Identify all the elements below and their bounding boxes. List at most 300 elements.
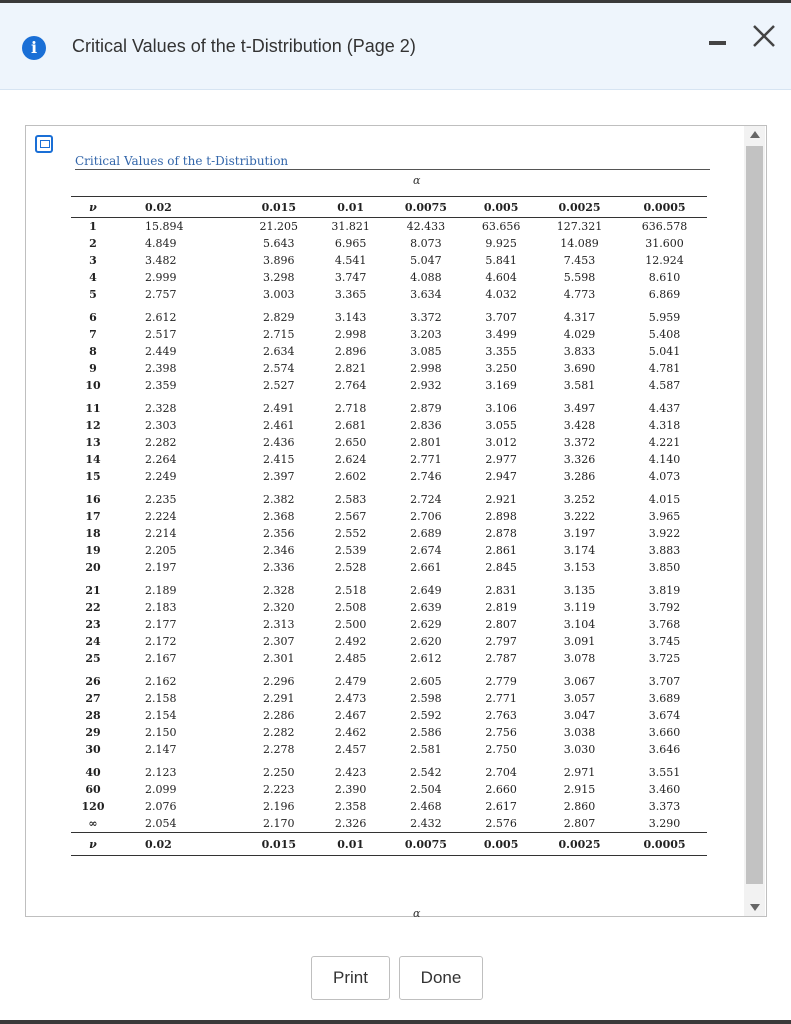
critical-value-cell: 3.499 <box>485 328 517 341</box>
critical-value-cell: 4.318 <box>648 419 681 432</box>
critical-value-cell: 2.629 <box>410 618 442 631</box>
critical-value-cell: 3.119 <box>563 601 596 614</box>
critical-value-cell: 2.807 <box>485 618 517 631</box>
critical-value-cell: 2.921 <box>485 493 517 506</box>
critical-value-cell: 2.771 <box>485 692 517 705</box>
critical-value-cell: 42.433 <box>406 220 446 233</box>
df-cell: 10 <box>85 379 101 392</box>
critical-value-cell: 2.639 <box>410 601 442 614</box>
critical-value-cell: 2.624 <box>334 453 367 466</box>
critical-value-cell: 2.896 <box>334 345 367 358</box>
critical-value-cell: 31.600 <box>645 237 684 250</box>
critical-value-cell: 2.449 <box>145 345 177 358</box>
df-cell: 40 <box>85 766 101 779</box>
alpha-level-footer: 0.015 <box>243 833 315 856</box>
critical-value-cell: 4.073 <box>648 470 681 483</box>
alpha-level-header: 0.02 <box>115 197 243 218</box>
critical-value-cell: 3.707 <box>648 675 681 688</box>
critical-value-cell: 2.303 <box>145 419 177 432</box>
critical-value-cell: 2.485 <box>334 652 367 665</box>
df-cell: 4 <box>89 271 97 284</box>
df-header: ν <box>71 197 115 218</box>
critical-value-cell: 2.368 <box>263 510 295 523</box>
critical-value-cell: 2.250 <box>263 766 295 779</box>
critical-value-cell: 2.750 <box>485 743 517 756</box>
critical-value-cell: 3.747 <box>334 271 367 284</box>
critical-value-cell: 2.612 <box>145 311 177 324</box>
critical-value-cell: 2.313 <box>263 618 295 631</box>
critical-value-cell: 2.172 <box>145 635 177 648</box>
critical-value-cell: 2.328 <box>263 584 295 597</box>
critical-value-cell: 3.153 <box>563 561 596 574</box>
critical-value-cell: 5.841 <box>485 254 517 267</box>
critical-value-cell: 8.073 <box>410 237 442 250</box>
critical-value-cell: 2.358 <box>334 800 367 813</box>
table-row <box>71 616 707 633</box>
critical-value-cell: 2.649 <box>410 584 442 597</box>
critical-value-cell: 3.055 <box>485 419 517 432</box>
critical-value-cell: 3.012 <box>485 436 517 449</box>
critical-value-cell: 2.518 <box>334 584 367 597</box>
alpha-level-header: 0.0005 <box>622 197 707 218</box>
critical-value-cell: 2.479 <box>334 675 367 688</box>
critical-value-cell: 3.660 <box>648 726 681 739</box>
critical-value-cell: 2.998 <box>410 362 442 375</box>
critical-value-cell: 6.869 <box>648 288 681 301</box>
critical-value-cell: 3.428 <box>563 419 596 432</box>
critical-value-cell: 2.878 <box>485 527 517 540</box>
critical-value-cell: 2.462 <box>334 726 367 739</box>
critical-value-cell: 2.282 <box>263 726 295 739</box>
critical-value-cell: 3.057 <box>563 692 596 705</box>
table-row <box>71 252 707 269</box>
critical-value-cell: 2.617 <box>485 800 517 813</box>
critical-value-cell: 2.076 <box>145 800 177 813</box>
critical-value-cell: 12.924 <box>645 254 684 267</box>
critical-value-cell: 2.746 <box>410 470 442 483</box>
table-row <box>71 599 707 616</box>
df-cell: 16 <box>85 493 101 506</box>
table-row <box>71 417 707 434</box>
critical-value-cell: 2.634 <box>263 345 295 358</box>
df-cell: 2 <box>89 237 97 250</box>
alpha-level-header: 0.005 <box>465 197 537 218</box>
critical-value-cell: 5.041 <box>648 345 681 358</box>
critical-value-cell: 2.831 <box>485 584 517 597</box>
critical-value-cell: 5.408 <box>648 328 681 341</box>
critical-value-cell: 2.214 <box>145 527 177 540</box>
critical-value-cell: 3.365 <box>334 288 367 301</box>
critical-value-cell: 2.183 <box>145 601 177 614</box>
alpha-level-header: 0.0075 <box>387 197 466 218</box>
critical-value-cell: 2.457 <box>334 743 367 756</box>
df-footer: ν <box>71 833 115 856</box>
critical-value-cell: 2.763 <box>485 709 517 722</box>
df-cell: 29 <box>85 726 101 739</box>
table-row <box>71 218 707 236</box>
critical-value-cell: 2.177 <box>145 618 177 631</box>
critical-value-cell: 3.372 <box>563 436 596 449</box>
critical-value-cell: 3.135 <box>563 584 596 597</box>
critical-value-cell: 4.437 <box>648 402 681 415</box>
critical-value-cell: 2.301 <box>263 652 295 665</box>
critical-value-cell: 3.690 <box>563 362 596 375</box>
df-cell: 24 <box>85 635 101 648</box>
df-cell: 13 <box>85 436 101 449</box>
scrollbar[interactable] <box>744 126 765 916</box>
table-row <box>71 468 707 485</box>
critical-value-cell: 2.527 <box>263 379 295 392</box>
df-cell: 19 <box>85 544 101 557</box>
critical-value-cell: 2.574 <box>263 362 295 375</box>
critical-value-cell: 2.296 <box>263 675 295 688</box>
critical-value-cell: 2.612 <box>410 652 442 665</box>
critical-value-cell: 2.189 <box>145 584 177 597</box>
table-row <box>71 235 707 252</box>
critical-value-cell: 2.660 <box>485 783 517 796</box>
close-button[interactable] <box>749 21 779 51</box>
critical-value-cell: 4.781 <box>648 362 681 375</box>
critical-value-cell: 2.491 <box>263 402 295 415</box>
critical-value-cell: 3.286 <box>563 470 596 483</box>
critical-value-cell: 31.821 <box>331 220 370 233</box>
critical-value-cell: 5.598 <box>563 271 596 284</box>
critical-value-cell: 636.578 <box>641 220 688 233</box>
critical-value-cell: 2.539 <box>334 544 367 557</box>
critical-value-cell: 2.326 <box>334 817 367 830</box>
table-row <box>71 798 707 815</box>
df-cell: 20 <box>85 561 101 574</box>
df-cell: 60 <box>85 783 101 796</box>
critical-value-cell: 3.497 <box>563 402 596 415</box>
critical-value-cell: 3.850 <box>648 561 681 574</box>
table-header-row <box>71 197 707 218</box>
critical-value-cell: 14.089 <box>560 237 599 250</box>
critical-value-cell: 2.307 <box>263 635 295 648</box>
df-cell: 1 <box>89 220 97 233</box>
table-row <box>71 707 707 724</box>
table-row <box>71 815 707 833</box>
critical-value-cell: 2.605 <box>410 675 442 688</box>
critical-value-cell: 2.999 <box>145 271 177 284</box>
critical-value-cell: 3.551 <box>648 766 681 779</box>
critical-value-cell: 2.468 <box>410 800 442 813</box>
critical-value-cell: 4.015 <box>648 493 681 506</box>
critical-value-cell: 3.745 <box>648 635 681 648</box>
critical-value-cell: 2.836 <box>410 419 442 432</box>
critical-value-cell: 2.492 <box>334 635 367 648</box>
critical-value-cell: 3.091 <box>563 635 596 648</box>
minimize-icon <box>709 41 726 45</box>
expand-icon[interactable] <box>35 135 53 153</box>
critical-value-cell: 2.829 <box>263 311 295 324</box>
critical-value-cell: 4.317 <box>563 311 596 324</box>
critical-value-cell: 3.104 <box>563 618 596 631</box>
critical-value-cell: 2.718 <box>334 402 367 415</box>
scroll-down-icon[interactable] <box>750 904 760 911</box>
df-cell: 28 <box>85 709 101 722</box>
critical-value-cell: 2.756 <box>485 726 517 739</box>
critical-value-cell: 2.397 <box>263 470 295 483</box>
critical-value-cell: 2.879 <box>410 402 442 415</box>
critical-value-cell: 3.819 <box>648 584 681 597</box>
critical-value-cell: 3.250 <box>485 362 517 375</box>
df-cell: 3 <box>89 254 97 267</box>
critical-value-cell: 3.085 <box>410 345 442 358</box>
dialog-header <box>0 3 791 90</box>
table-row <box>71 633 707 650</box>
critical-value-cell: 2.205 <box>145 544 177 557</box>
df-cell: 27 <box>85 692 101 705</box>
critical-value-cell: 3.326 <box>563 453 596 466</box>
critical-value-cell: 3.460 <box>648 783 681 796</box>
critical-value-cell: 3.003 <box>263 288 295 301</box>
critical-value-cell: 5.047 <box>410 254 442 267</box>
alpha-level-footer: 0.01 <box>315 833 387 856</box>
table-row <box>71 269 707 286</box>
critical-value-cell: 2.223 <box>263 783 295 796</box>
critical-value-cell: 2.517 <box>145 328 177 341</box>
critical-value-cell: 2.282 <box>145 436 177 449</box>
critical-value-cell: 2.356 <box>263 527 295 540</box>
critical-value-cell: 3.646 <box>648 743 681 756</box>
info-icon: i <box>22 36 46 60</box>
critical-value-cell: 2.436 <box>263 436 295 449</box>
critical-value-cell: 4.849 <box>145 237 177 250</box>
critical-value-cell: 2.779 <box>485 675 517 688</box>
print-button[interactable]: Print <box>311 956 390 1000</box>
table-row <box>71 576 707 599</box>
critical-value-cell: 2.235 <box>145 493 177 506</box>
df-cell: 21 <box>85 584 101 597</box>
alpha-level-footer: 0.0005 <box>622 833 707 856</box>
critical-value-cell: 2.390 <box>334 783 367 796</box>
table-row <box>71 434 707 451</box>
table-row <box>71 343 707 360</box>
critical-value-cell: 2.586 <box>410 726 442 739</box>
close-icon <box>749 21 779 51</box>
critical-value-cell: 3.106 <box>485 402 517 415</box>
critical-value-cell: 9.925 <box>485 237 517 250</box>
critical-value-cell: 2.473 <box>334 692 367 705</box>
critical-value-cell: 2.328 <box>145 402 177 415</box>
table-caption: Critical Values of the t-Distribution <box>75 154 710 170</box>
critical-value-cell: 4.541 <box>334 254 367 267</box>
critical-value-cell: 2.461 <box>263 419 295 432</box>
scroll-up-icon[interactable] <box>750 131 760 138</box>
critical-value-cell: 2.998 <box>334 328 367 341</box>
df-cell: 22 <box>85 601 101 614</box>
critical-value-cell: 2.500 <box>334 618 367 631</box>
critical-value-cell: 2.150 <box>145 726 177 739</box>
critical-value-cell: 3.355 <box>485 345 517 358</box>
critical-value-cell: 2.552 <box>334 527 367 540</box>
critical-value-cell: 2.320 <box>263 601 295 614</box>
df-cell: 7 <box>89 328 97 341</box>
df-cell: 15 <box>85 470 101 483</box>
df-cell: 6 <box>89 311 97 324</box>
critical-value-cell: 2.971 <box>563 766 596 779</box>
critical-value-cell: 3.169 <box>485 379 517 392</box>
critical-value-cell: 2.861 <box>485 544 517 557</box>
critical-value-cell: 3.047 <box>563 709 596 722</box>
critical-value-cell: 2.336 <box>263 561 295 574</box>
table-row <box>71 303 707 326</box>
critical-value-cell: 3.197 <box>563 527 596 540</box>
critical-value-cell: 2.432 <box>410 817 442 830</box>
critical-value-cell: 2.592 <box>410 709 442 722</box>
critical-value-cell: 3.965 <box>648 510 681 523</box>
df-cell: 11 <box>85 402 101 415</box>
critical-value-cell: 21.205 <box>259 220 299 233</box>
critical-value-cell: 3.792 <box>648 601 681 614</box>
critical-value-cell: 3.143 <box>334 311 367 324</box>
table-row <box>71 286 707 303</box>
critical-value-cell: 2.528 <box>334 561 367 574</box>
table-row <box>71 758 707 781</box>
critical-value-cell: 8.610 <box>648 271 681 284</box>
critical-value-cell: 4.604 <box>485 271 517 284</box>
critical-value-cell: 2.162 <box>145 675 177 688</box>
t-distribution-table <box>71 196 707 856</box>
critical-value-cell: 2.860 <box>563 800 596 813</box>
critical-value-cell: 2.504 <box>410 783 442 796</box>
critical-value-cell: 2.689 <box>410 527 442 540</box>
critical-value-cell: 2.797 <box>485 635 517 648</box>
critical-value-cell: 4.032 <box>485 288 517 301</box>
critical-value-cell: 4.773 <box>563 288 596 301</box>
critical-value-cell: 2.398 <box>145 362 177 375</box>
critical-value-cell: 2.423 <box>334 766 367 779</box>
critical-value-cell: 2.123 <box>145 766 177 779</box>
critical-value-cell: 2.650 <box>334 436 367 449</box>
critical-value-cell: 2.801 <box>410 436 442 449</box>
table-row <box>71 326 707 343</box>
alpha-level-header: 0.0025 <box>537 197 622 218</box>
critical-value-cell: 2.706 <box>410 510 442 523</box>
table-row <box>71 451 707 468</box>
table-row <box>71 542 707 559</box>
critical-value-cell: 3.768 <box>648 618 681 631</box>
table-row <box>71 650 707 667</box>
table-row <box>71 377 707 394</box>
critical-value-cell: 2.764 <box>334 379 367 392</box>
done-button[interactable]: Done <box>399 956 483 1000</box>
critical-value-cell: 2.757 <box>145 288 177 301</box>
critical-value-cell: 2.845 <box>485 561 517 574</box>
critical-value-cell: 3.833 <box>563 345 596 358</box>
critical-value-cell: 2.286 <box>263 709 295 722</box>
critical-value-cell: 2.158 <box>145 692 177 705</box>
critical-value-cell: 2.346 <box>263 544 295 557</box>
alpha-level-footer: 0.02 <box>115 833 243 856</box>
critical-value-cell: 2.264 <box>145 453 177 466</box>
critical-value-cell: 3.174 <box>563 544 596 557</box>
critical-value-cell: 2.167 <box>145 652 177 665</box>
critical-value-cell: 7.453 <box>563 254 596 267</box>
table-row <box>71 724 707 741</box>
minimize-button[interactable] <box>706 29 728 51</box>
table-row <box>71 667 707 690</box>
critical-value-cell: 4.587 <box>648 379 681 392</box>
critical-value-cell: 2.674 <box>410 544 442 557</box>
critical-value-cell: 2.807 <box>563 817 596 830</box>
critical-value-cell: 3.298 <box>263 271 295 284</box>
df-cell: 30 <box>85 743 101 756</box>
critical-value-cell: 2.819 <box>485 601 517 614</box>
table-row <box>71 485 707 508</box>
critical-value-cell: 3.896 <box>263 254 295 267</box>
critical-value-cell: 2.197 <box>145 561 177 574</box>
alpha-level-footer: 0.0075 <box>387 833 466 856</box>
critical-value-cell: 3.581 <box>563 379 596 392</box>
critical-value-cell: 4.029 <box>563 328 596 341</box>
critical-value-cell: 2.467 <box>334 709 367 722</box>
alpha-level-footer: 0.005 <box>465 833 537 856</box>
table-row <box>71 741 707 758</box>
critical-value-cell: 2.170 <box>263 817 295 830</box>
table-row <box>71 394 707 417</box>
df-cell: 18 <box>85 527 101 540</box>
critical-value-cell: 2.771 <box>410 453 442 466</box>
critical-value-cell: 3.067 <box>563 675 596 688</box>
df-cell: 26 <box>85 675 101 688</box>
critical-value-cell: 2.704 <box>485 766 517 779</box>
critical-value-cell: 3.030 <box>563 743 596 756</box>
critical-value-cell: 2.359 <box>145 379 177 392</box>
df-cell: 120 <box>81 800 105 813</box>
critical-value-cell: 2.661 <box>410 561 442 574</box>
critical-value-cell: 2.382 <box>263 493 295 506</box>
content-panel <box>25 125 767 920</box>
table-row <box>71 781 707 798</box>
critical-value-cell: 3.372 <box>410 311 442 324</box>
critical-value-cell: 5.643 <box>263 237 295 250</box>
table-row <box>71 360 707 377</box>
critical-value-cell: 6.965 <box>334 237 367 250</box>
critical-value-cell: 2.291 <box>263 692 295 705</box>
critical-value-cell: 3.482 <box>145 254 177 267</box>
critical-value-cell: 2.977 <box>485 453 517 466</box>
alpha-level-header: 0.015 <box>243 197 315 218</box>
critical-value-cell: 3.252 <box>563 493 596 506</box>
critical-value-cell: 2.932 <box>410 379 442 392</box>
dialog-title: Critical Values of the t-Distribution (Page 2) <box>72 36 416 56</box>
critical-value-cell: 2.581 <box>410 743 442 756</box>
df-cell: 12 <box>85 419 101 432</box>
critical-value-cell: 3.725 <box>648 652 681 665</box>
critical-value-cell: 2.099 <box>145 783 177 796</box>
critical-value-cell: 2.947 <box>485 470 517 483</box>
scroll-thumb[interactable] <box>746 146 763 884</box>
critical-value-cell: 3.922 <box>648 527 681 540</box>
critical-value-cell: 2.681 <box>334 419 367 432</box>
critical-value-cell: 2.915 <box>563 783 596 796</box>
critical-value-cell: 2.598 <box>410 692 442 705</box>
critical-value-cell: 63.656 <box>481 220 521 233</box>
critical-value-cell: 3.689 <box>648 692 681 705</box>
alpha-symbol: α <box>413 907 421 920</box>
critical-value-cell: 2.278 <box>263 743 295 756</box>
df-cell: 9 <box>89 362 97 375</box>
critical-value-cell: 2.415 <box>263 453 295 466</box>
alpha-level-header: 0.01 <box>315 197 387 218</box>
critical-value-cell: 2.567 <box>334 510 367 523</box>
critical-value-cell: 4.088 <box>410 271 442 284</box>
critical-value-cell: 2.821 <box>334 362 367 375</box>
alpha-symbol: α <box>413 174 421 187</box>
table-row <box>71 508 707 525</box>
